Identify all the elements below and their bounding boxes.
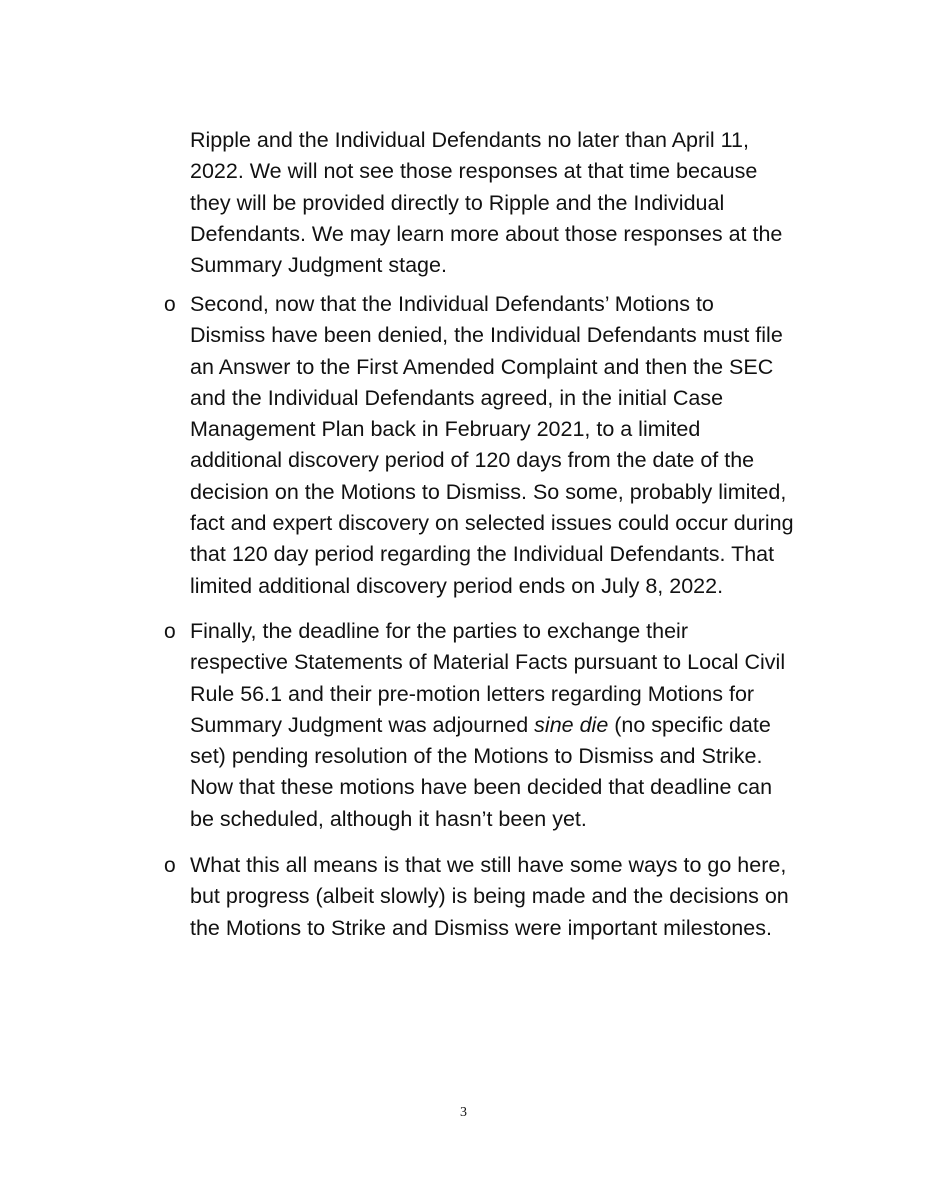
bullet-marker: o xyxy=(164,854,176,877)
text-line: respective Statements of Material Facts pursuant to Local Civil xyxy=(190,650,786,675)
bullet-marker: o xyxy=(164,620,176,643)
bullet-marker: o xyxy=(164,293,176,316)
text-line: that 120 day period regarding the Individual Defendants. That xyxy=(190,542,775,567)
continuation-paragraph xyxy=(190,125,830,281)
bullet-paragraph-finally xyxy=(190,616,830,835)
text-line: Now that these motions have been decided that deadline can xyxy=(190,775,773,800)
text-line: fact and expert discovery on selected issues could occur during xyxy=(190,511,794,536)
text-line: Ripple and the Individual Defendants no later than April 11, xyxy=(190,128,749,152)
text-line: set) pending resolution of the Motions to Dismiss and Strike. xyxy=(190,744,763,769)
text-line: Rule 56.1 and their pre-motion letters regarding Motions for xyxy=(190,681,755,706)
text-line: Finally, the deadline for the parties to exchange their xyxy=(190,619,688,643)
text-line: Summary Judgment stage. xyxy=(190,253,447,278)
bullet-paragraph-summary xyxy=(190,850,830,944)
text-line: they will be provided directly to Ripple and the Individual xyxy=(190,190,725,215)
text-line: and the Individual Defendants agreed, in the initial Case xyxy=(190,385,724,410)
text-line: decision on the Motions to Dismiss. So some, probably limited, xyxy=(190,479,787,504)
text-line: Second, now that the Individual Defendants’ Motions to xyxy=(190,292,714,316)
text-line: Dismiss have been denied, the Individual Defendants must file xyxy=(190,323,783,348)
text-line-with-italic xyxy=(190,710,830,741)
text-line: Management Plan back in February 2021, to a limited xyxy=(190,417,701,442)
text-line: Defendants. We may learn more about those responses at the xyxy=(190,221,783,246)
text-line: be scheduled, although it hasn’t been yet. xyxy=(190,806,587,831)
text-segment: (no specific date xyxy=(608,712,771,737)
page-number: 3 xyxy=(460,1105,467,1120)
text-line: limited additional discovery period ends on July 8, 2022. xyxy=(190,573,724,598)
text-segment: Summary Judgment was adjourned xyxy=(190,712,535,737)
text-line: the Motions to Strike and Dismiss were important milestones. xyxy=(190,915,772,940)
bullet-paragraph-second xyxy=(190,289,830,602)
italic-phrase: sine die xyxy=(534,712,609,737)
text-line: What this all means is that we still have some ways to go here, xyxy=(190,853,787,877)
text-line: 2022. We will not see those responses at that time because xyxy=(190,159,758,184)
text-line: additional discovery period of 120 days from the date of the xyxy=(190,448,755,473)
text-line: an Answer to the First Amended Complaint and then the SEC xyxy=(190,354,774,379)
text-line: but progress (albeit slowly) is being made and the decisions on xyxy=(190,884,789,909)
